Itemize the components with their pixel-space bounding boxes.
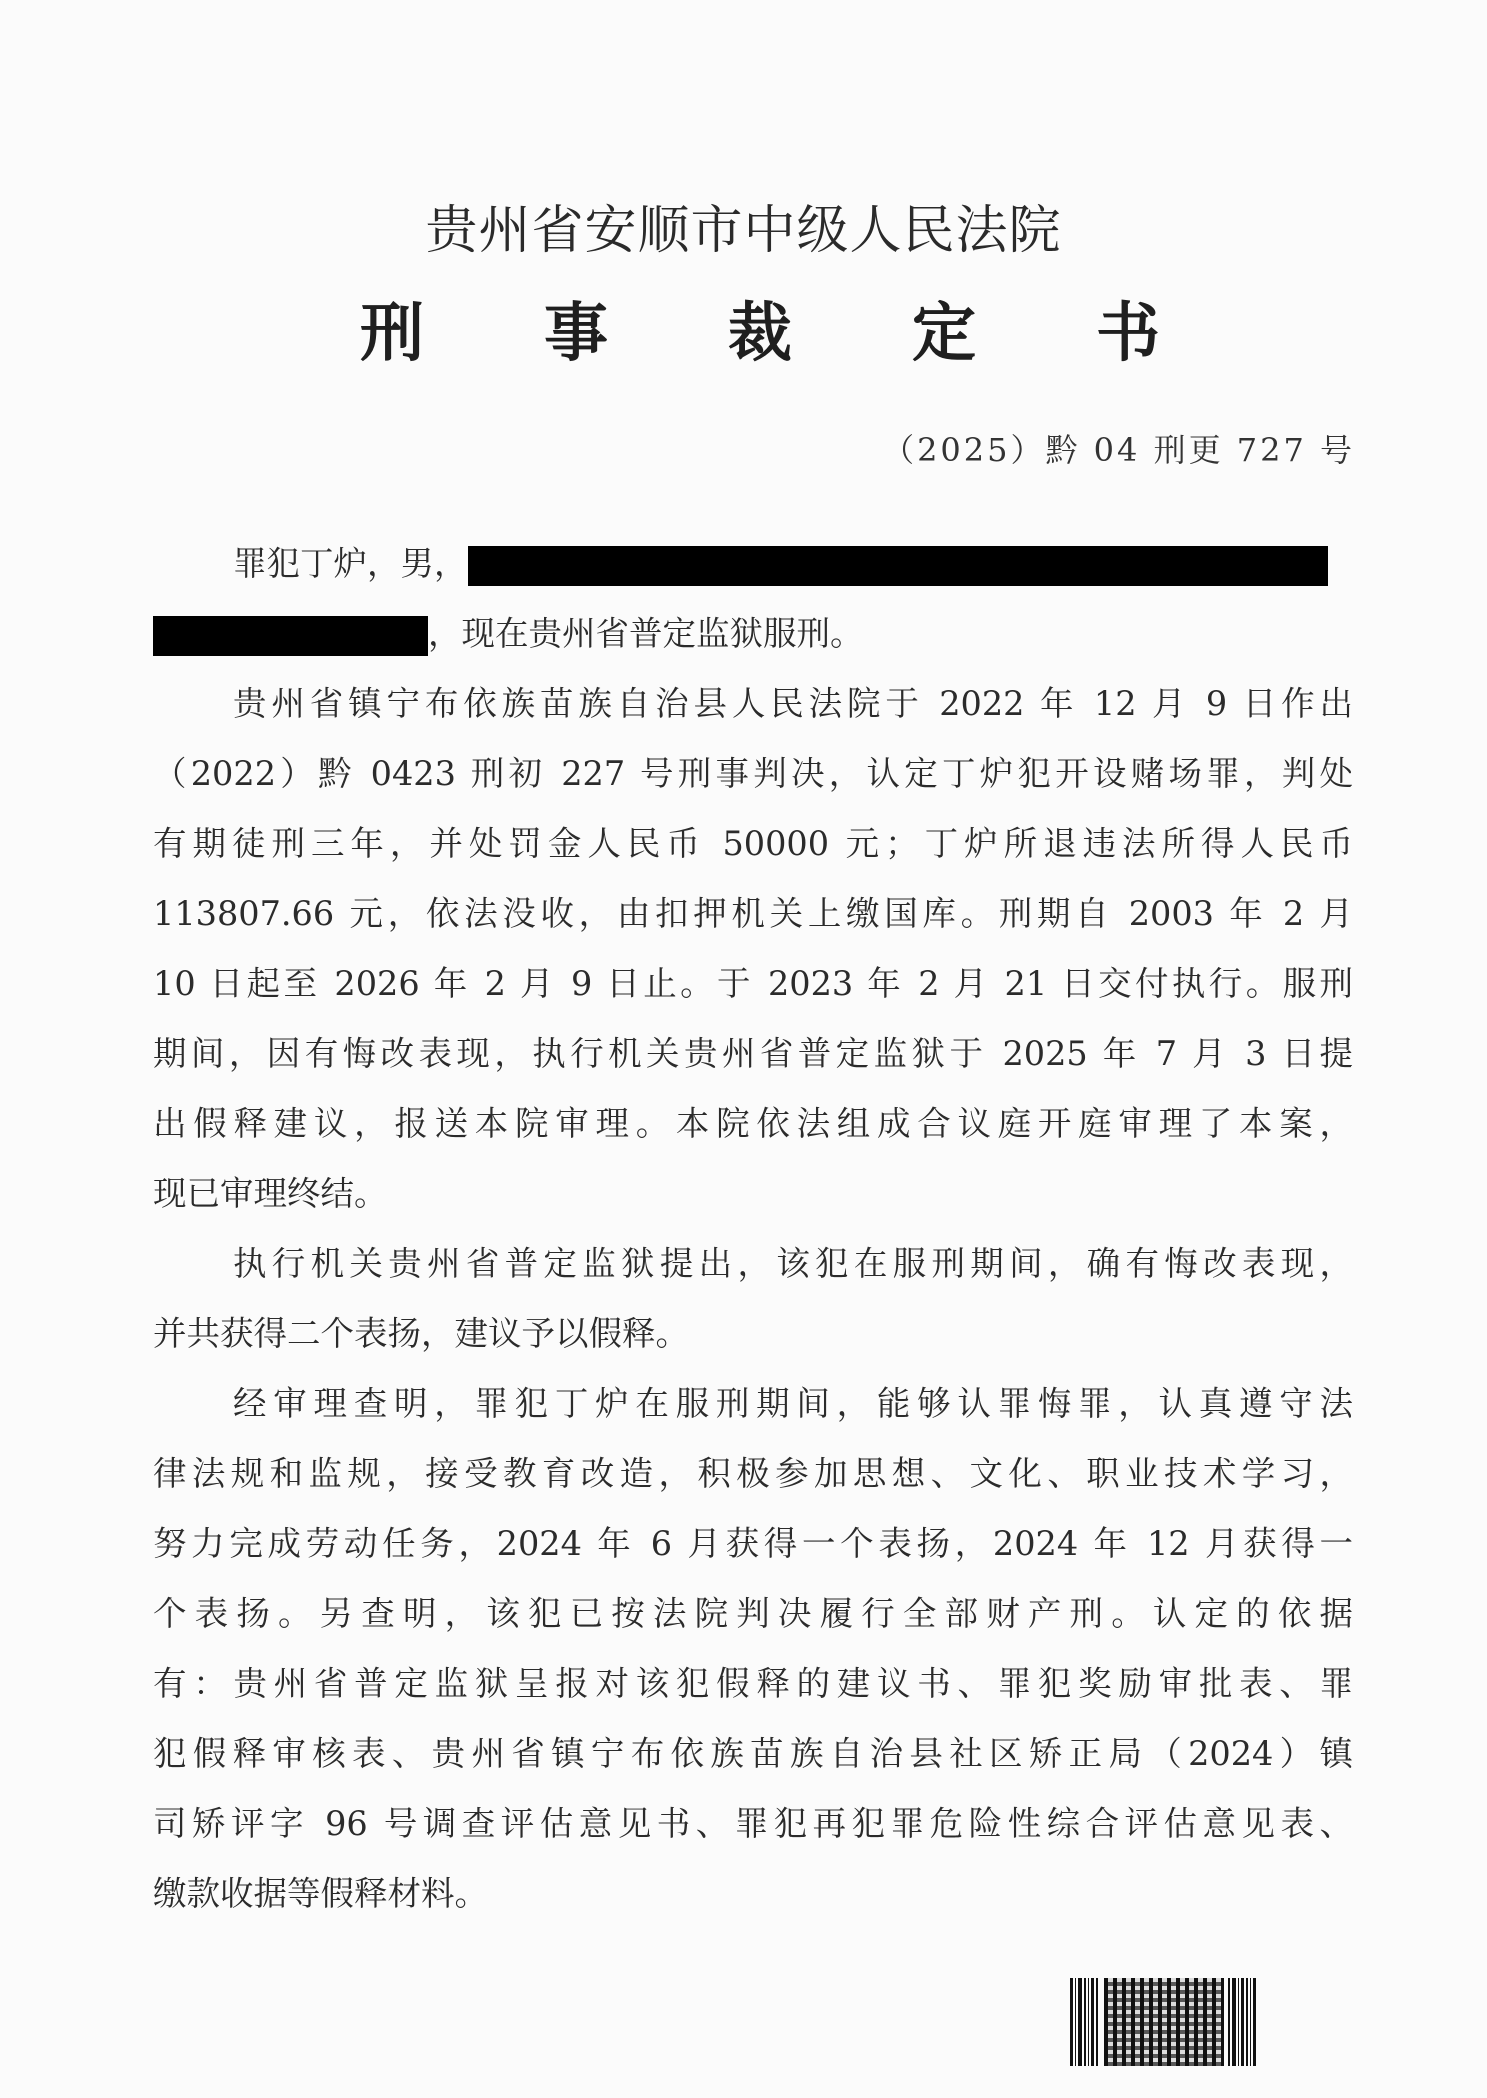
text-line: （2022）黔 0423 刑初 227 号刑事判决，认定丁炉犯开设赌场罪，判处: [153, 754, 1353, 793]
text-line: 期间，因有悔改表现，执行机关贵州省普定监狱于 2025 年 7 月 3 日提: [153, 1034, 1353, 1073]
text-line: 出假释建议，报送本院审理。本院依法组成合议庭开庭审理了本案，: [153, 1104, 1353, 1143]
title-char: 事: [544, 297, 608, 371]
document-title: [360, 282, 1160, 374]
title-char: 书: [1096, 297, 1160, 371]
text-line: 贵州省镇宁布依族苗族自治县人民法院于 2022 年 12 月 9 日作出: [233, 684, 1353, 723]
title-char: 裁: [728, 297, 792, 371]
document-barcode: [1070, 1978, 1275, 2066]
text-line: 有期徒刑三年，并处罚金人民币 50000 元；丁炉所退违法所得人民币: [153, 824, 1353, 863]
text-line: 犯假释审核表、贵州省镇宁布依族苗族自治县社区矫正局（2024）镇: [153, 1734, 1353, 1773]
title-char: 定: [912, 297, 976, 371]
text-line: [153, 544, 1328, 584]
text-line: 有：贵州省普定监狱呈报对该犯假释的建议书、罪犯奖励审批表、罪: [153, 1664, 1353, 1703]
text-line: [153, 614, 864, 654]
redaction-block: [468, 546, 1328, 586]
text-line: 执行机关贵州省普定监狱提出，该犯在服刑期间，确有悔改表现，: [233, 1244, 1353, 1283]
text-line: 并共获得二个表扬，建议予以假释。: [153, 1314, 689, 1353]
court-name: 贵州省安顺市中级人民法院: [425, 201, 1062, 261]
text-line: 努力完成劳动任务，2024 年 6 月获得一个表扬，2024 年 12 月获得一: [153, 1524, 1353, 1563]
text-line: 律法规和监规，接受教育改造，积极参加思想、文化、职业技术学习，: [153, 1454, 1353, 1493]
text-line: 个表扬。另查明，该犯已按法院判决履行全部财产刑。认定的依据: [153, 1594, 1353, 1633]
text-line: 司矫评字 96 号调查评估意见书、罪犯再犯罪危险性综合评估意见表、: [153, 1804, 1353, 1843]
text-line: 经审理查明，罪犯丁炉在服刑期间，能够认罪悔罪，认真遵守法: [233, 1384, 1353, 1423]
redaction-block: [153, 616, 428, 656]
title-char: 刑: [360, 297, 424, 371]
paragraph-text: 罪犯丁炉，男，: [233, 544, 468, 583]
barcode-bars: [1228, 1978, 1258, 2066]
case-number: （2025）黔 04 刑更 727 号: [882, 431, 1355, 469]
text-line: 缴款收据等假释材料。: [153, 1874, 488, 1913]
text-line: 113807.66 元，依法没收，由扣押机关上缴国库。刑期自 2003 年 2 月: [153, 894, 1353, 933]
text-line: 10 日起至 2026 年 2 月 9 日止。于 2023 年 2 月 21 日交付执行。服刑: [153, 964, 1353, 1003]
text-line: 现已审理终结。: [153, 1174, 388, 1213]
qr-code-icon: [1104, 1978, 1224, 2066]
barcode-bars: [1070, 1978, 1100, 2066]
paragraph-text: ，现在贵州省普定监狱服刑。: [428, 614, 864, 653]
